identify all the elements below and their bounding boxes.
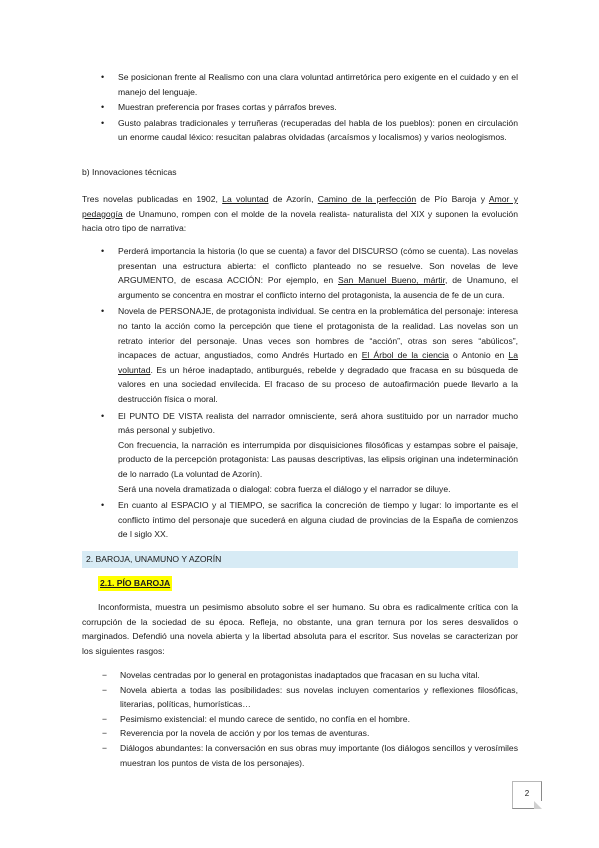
list-item: • Gusto palabras tradicionales y terruñeras (recuperadas del habla de los pueblos): ponen en circulación un enorme caudal léxico: resucitan palabras olvidadas (arcaísmos y localismos) y varios neologismos. [101,117,518,143]
dash-marker: − [102,742,108,753]
bullet-marker: • [101,72,105,82]
intro-paragraph: Tres novelas publicadas en 1902, La voluntad de Azorín, Camino de la perfección de Pío Baroja y Amor y pedagogía de Unamuno, rompen con el molde de la novela realista- naturalista del XIX y suponen la evolución hacia otro tipo de narrativa: [82,194,518,234]
book-link-camino[interactable]: Camino de la perfección [317,194,417,204]
subsection-heading: 2.1. PÍO BAROJA [98,576,172,591]
bullet-marker: • [101,500,105,511]
page-number: 2 [512,781,542,809]
bullet-marker: • [101,246,105,256]
dash-marker: − [102,713,108,724]
list-item: • Se posicionan frente al Realismo con una clara voluntad antirretórica pero exigente en el cuidado y en el manejo del lenguaje. [101,72,518,97]
list-item: • El PUNTO DE VISTA realista del narrador omnisciente, será ahora sustituido por un narrador mucho más personal y subjetivo. Con frecuencia, la narración es interrumpida por disquisiciones filosóficas y estampas sobre el paisaje, producto de la percepción protagonista: Las pausas descriptivas, las elipsis originan una indeterminación de lo narrado (La voluntad de Azorín). Será una novela dramatizada o dialogal: cobra fuerza el diálogo y el narrador se diluye. [101,410,518,494]
bullet-marker: • [101,102,105,113]
list-item: − Pesimismo existencial: el mundo carece de sentido, no confía en el hombre. [100,712,518,727]
list-item: − Diálogos abundantes: la conversación en sus obras muy importante (los diálogos sencillos y verosímiles muestran los puntos de vista de los personajes). [102,742,518,768]
dash-marker: − [102,728,108,739]
book-link-arbol-ciencia[interactable]: El Árbol de la ciencia [361,350,449,361]
top-bullet-list [100,70,518,145]
dash-marker: − [102,684,108,695]
list-item: • Muestran preferencia por frases cortas y párrafos breves. [100,100,518,115]
list-item: − Novela abierta a todas las posibilidades: sus novelas incluyen comentarios y reflexiones filosóficas, literarias, políticas, humorísticas… [102,684,518,710]
section-heading: 2. BAROJA, UNAMUNO Y AZORÍN [82,551,518,568]
list-item: • En cuanto al ESPACIO y al TIEMPO, se sacrifica la concreción de tiempo y lugar: lo importante es el conflicto íntimo del personaje que sucederá en alguna ciudad de provincias de la España de comienzos de l siglo XX. [101,500,518,540]
baroja-features-list [100,668,518,770]
bullet-marker: • [101,410,105,421]
list-item: • Perderá importancia la historia (lo que se cuenta) a favor del DISCURSO (cómo se cuenta). Las novelas presentan una estructura abierta: el conflicto planteado no se resuelve. Son novelas de leve ARGUMENTO, de escasa ACCIÓN: Por ejemplo, en San Manuel Bueno, mártir, de Unamuno, el argumento se concentra en mostrar el conflicto interno del protagonista, la ausencia de fe de un cura. [101,246,518,300]
baroja-paragraph: Inconformista, muestra un pesimismo absoluto sobre el ser humano. Su obra es radicalmente crítica con la corrupción de la sociedad de su época. Refleja, no obstante, una gran ternura por los seres desvalidos o marginados. Defendió una novela abierta y la libertad absoluta para el escritor. Sus novelas se caracterizan por los siguientes rasgos: [82,602,518,656]
subheading-b: b) Innovaciones técnicas [82,167,177,177]
book-link-san-manuel[interactable]: San Manuel Bueno, mártir [338,275,445,286]
innovations-bullet-list [100,244,518,542]
book-link-amor-pedagogia[interactable]: Amor y pedagogía [82,194,518,219]
list-item: − Novelas centradas por lo general en protagonistas inadaptados que fracasan en su lucha vital. [100,668,518,683]
book-link-la-voluntad-2[interactable]: La voluntad [118,350,518,375]
dash-marker: − [102,670,108,680]
list-item: • Novela de PERSONAJE, de protagonista individual. Se centra en la problemática del personaje: interesa no tanto la acción como la percepción que tiene el protagonista de la realidad. Las novelas son un retrato interior del personaje. Unas veces son hombres de “acción”, otras son seres “abúlicos”, incapaces de actuar, angustiados, como Andrés Hurtado en El Árbol de la ciencia o Antonio en La voluntad. Es un héroe inadaptado, antiburgués, rebelde y degradado que fracasa en su búsqueda de valores en una sociedad envilecida. El fracaso de su proceso de autoafirmación puede llevarlo a la destrucción física o moral. [101,306,518,404]
bullet-marker: • [101,306,105,317]
list-item: − Reverencia por la novela de acción y por los temas de aventuras. [100,726,518,741]
bullet-marker: • [101,117,105,128]
book-link-la-voluntad[interactable]: La voluntad [222,194,269,204]
